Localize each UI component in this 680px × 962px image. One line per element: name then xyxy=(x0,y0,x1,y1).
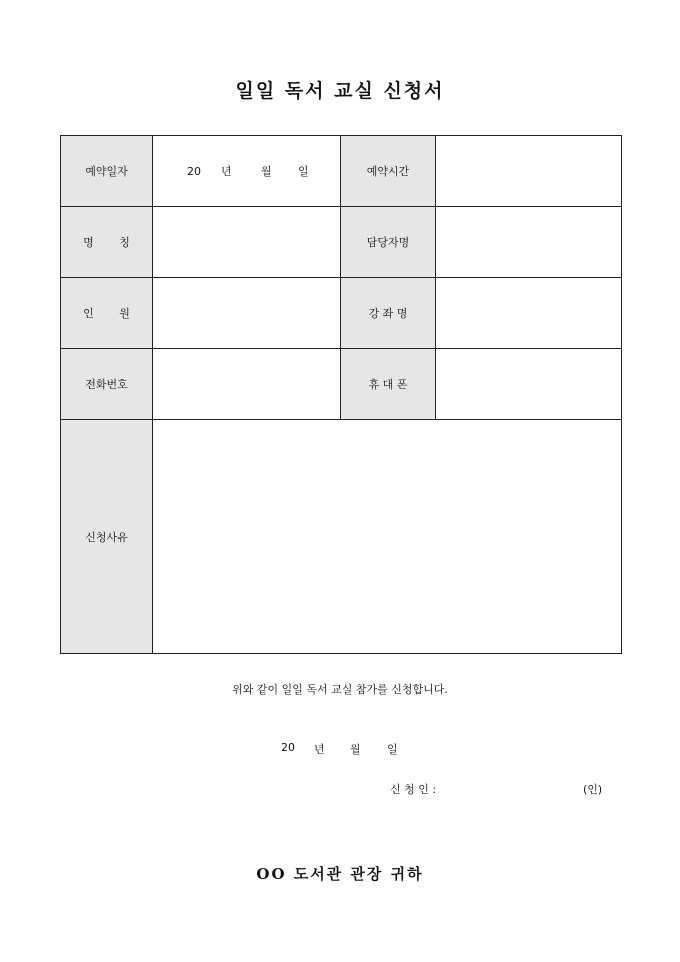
form-title: 일일 독서 교실 신청서 xyxy=(235,80,445,102)
sign-month-unit: 월 xyxy=(350,743,361,756)
table-row xyxy=(61,278,622,349)
sign-year-unit: 년 xyxy=(314,743,325,756)
reservation-time-label: 예약시간 xyxy=(341,136,436,207)
contact-person-label: 담당자명 xyxy=(341,207,436,278)
table-row xyxy=(61,207,622,278)
course-name-label: 강 좌 명 xyxy=(341,278,436,349)
date-year-prefix: 20 xyxy=(187,164,201,178)
reservation-date-field[interactable] xyxy=(153,136,341,207)
course-name-field[interactable] xyxy=(436,278,622,349)
seal-label: (인) xyxy=(583,783,603,796)
sign-day-unit: 일 xyxy=(387,743,398,756)
table-row xyxy=(61,420,622,654)
name-field[interactable] xyxy=(153,207,341,278)
reservation-time-field[interactable] xyxy=(436,136,622,207)
headcount-field[interactable] xyxy=(153,278,341,349)
reason-field[interactable] xyxy=(153,420,622,654)
phone-field[interactable] xyxy=(153,349,341,420)
mobile-label: 휴 대 폰 xyxy=(341,349,436,420)
reason-label: 신청사유 xyxy=(61,420,153,654)
declaration-text: 위와 같이 일일 독서 교실 참가를 신청합니다. xyxy=(232,683,448,696)
sign-year-prefix: 20 xyxy=(281,741,295,754)
application-form-table xyxy=(60,135,622,654)
name-label: 명 칭 xyxy=(61,207,153,278)
reservation-date-label: 예약일자 xyxy=(61,136,153,207)
mobile-field[interactable] xyxy=(436,349,622,420)
phone-label: 전화번호 xyxy=(61,349,153,420)
applicant-label: 신 청 인 : xyxy=(390,783,437,796)
headcount-label: 인 원 xyxy=(61,278,153,349)
date-month-unit: 월 xyxy=(261,165,272,178)
date-year-unit: 년 xyxy=(221,165,232,178)
table-row xyxy=(61,349,622,420)
addressee: OO 도서관 관장 귀하 xyxy=(256,865,424,883)
contact-person-field[interactable] xyxy=(436,207,622,278)
table-row xyxy=(61,136,622,207)
date-day-unit: 일 xyxy=(298,165,309,178)
